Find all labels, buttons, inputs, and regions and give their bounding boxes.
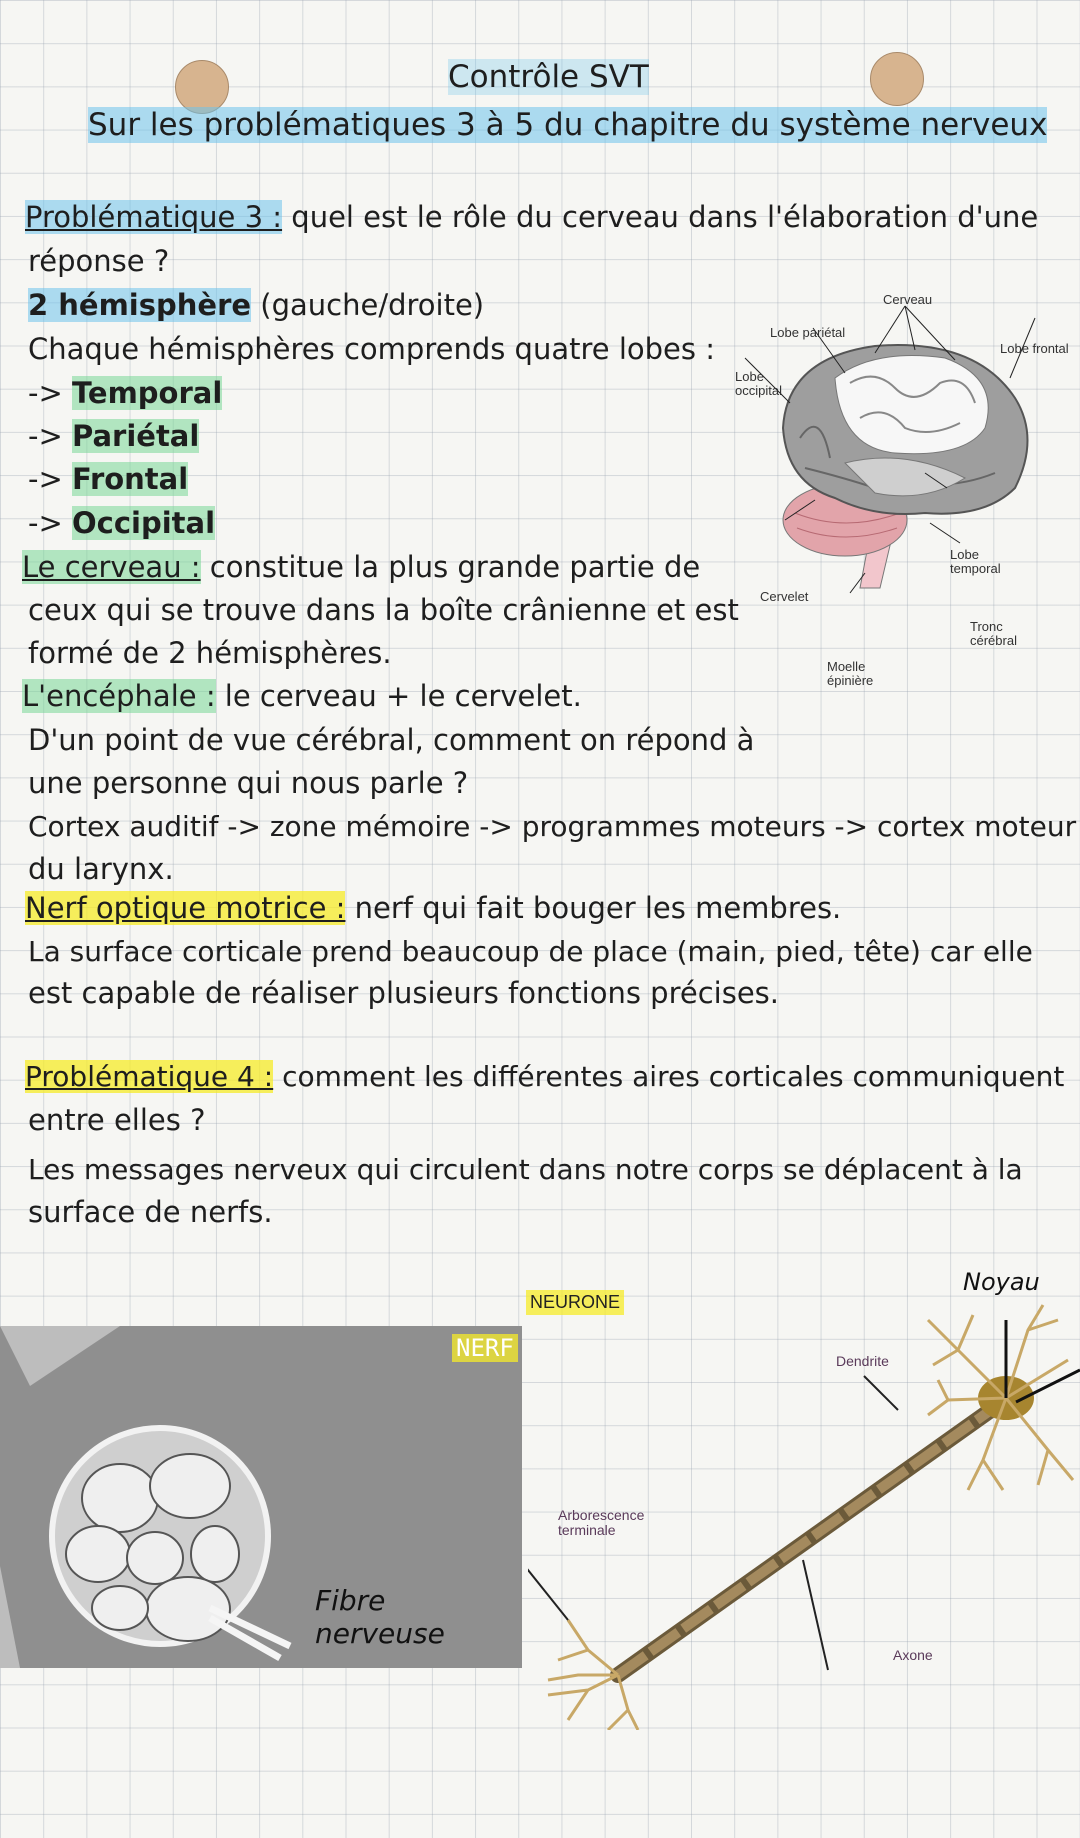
question-line-2: une personne qui nous parle ? [28, 766, 469, 800]
noyau-label: Noyau [963, 1268, 1040, 1296]
nerf-label: NERF [452, 1334, 518, 1362]
fibre-nerveuse-label: Fibre nerveuse [315, 1584, 445, 1650]
lobe-item: -> Temporal [28, 376, 223, 410]
neurone-figure [528, 1268, 1080, 1730]
arborescence-label: Arborescence terminale [558, 1507, 645, 1538]
dendrite-label: Dendrite [836, 1353, 889, 1369]
label-moelle-epiniere: Moelle épinière [827, 659, 874, 688]
p4-question-line-1: Problématique 4 : comment les différentes aires corticales communiquent [25, 1060, 1065, 1093]
p4-heading: Problématique 4 : [25, 1060, 274, 1093]
lobe-item: -> Pariétal [28, 419, 200, 453]
punch-hole-right [870, 52, 924, 106]
cerveau-definition-line-2: ceux qui se trouve dans la boîte crânienne et est [28, 593, 739, 627]
axone-label: Axone [893, 1647, 933, 1663]
p4-text-line-1: Les messages nerveux qui circulent dans notre corps se déplacent à la [28, 1153, 1023, 1186]
hemisphere-line: 2 hémisphère (gauche/droite) [28, 288, 485, 322]
cerveau-definition-line-3: formé de 2 hémisphères. [28, 636, 392, 670]
surface-line-1: La surface corticale prend beaucoup de place (main, pied, tête) car elle [28, 935, 1033, 968]
question-line-1: D'un point de vue cérébral, comment on répond à [28, 723, 755, 757]
cerveau-definition-line-1: Le cerveau : constitue la plus grande partie de [22, 550, 701, 584]
p4-question-line-2: entre elles ? [28, 1103, 206, 1137]
chain-line-2: du larynx. [28, 852, 174, 886]
nerf-definition: Nerf optique motrice : nerf qui fait bouger les membres. [25, 891, 842, 925]
label-tronc-cerebral: Tronc cérébral [970, 619, 1017, 648]
chain-line-1: Cortex auditif -> zone mémoire -> programmes moteurs -> cortex moteur [28, 810, 1077, 843]
label-lobe-temporal: Lobe temporal [950, 547, 1001, 576]
lobe-item: -> Occipital [28, 506, 216, 540]
label-lobe-frontal: Lobe frontal [1000, 341, 1069, 356]
lobes-intro: Chaque hémisphères comprends quatre lobes : [28, 332, 715, 366]
p3-question-line-2: réponse ? [28, 244, 170, 278]
label-lobe-occipital: Lobe occipital [735, 369, 782, 398]
lobe-item: -> Frontal [28, 462, 189, 496]
surface-line-2: est capable de réaliser plusieurs fonctions précises. [28, 976, 779, 1010]
nerf-figure [0, 1326, 522, 1668]
encephale-definition: L'encéphale : le cerveau + le cervelet. [22, 679, 582, 713]
label-cervelet: Cervelet [760, 589, 809, 604]
label-cerveau: Cerveau [883, 292, 933, 307]
label-lobe-parietal: Lobe pariétal [770, 325, 846, 340]
p3-question-line-1: Problématique 3 : quel est le rôle du cerveau dans l'élaboration d'une [25, 200, 1039, 234]
neurone-label: NEURONE [526, 1290, 624, 1315]
p3-heading: Problématique 3 : [25, 200, 283, 234]
p4-text-line-2: surface de nerfs. [28, 1195, 273, 1229]
page-subtitle: Sur les problématiques 3 à 5 du chapitre du système nerveux [88, 107, 1048, 143]
page-title: Contrôle SVT [448, 59, 649, 95]
brain-diagram [725, 288, 1080, 708]
